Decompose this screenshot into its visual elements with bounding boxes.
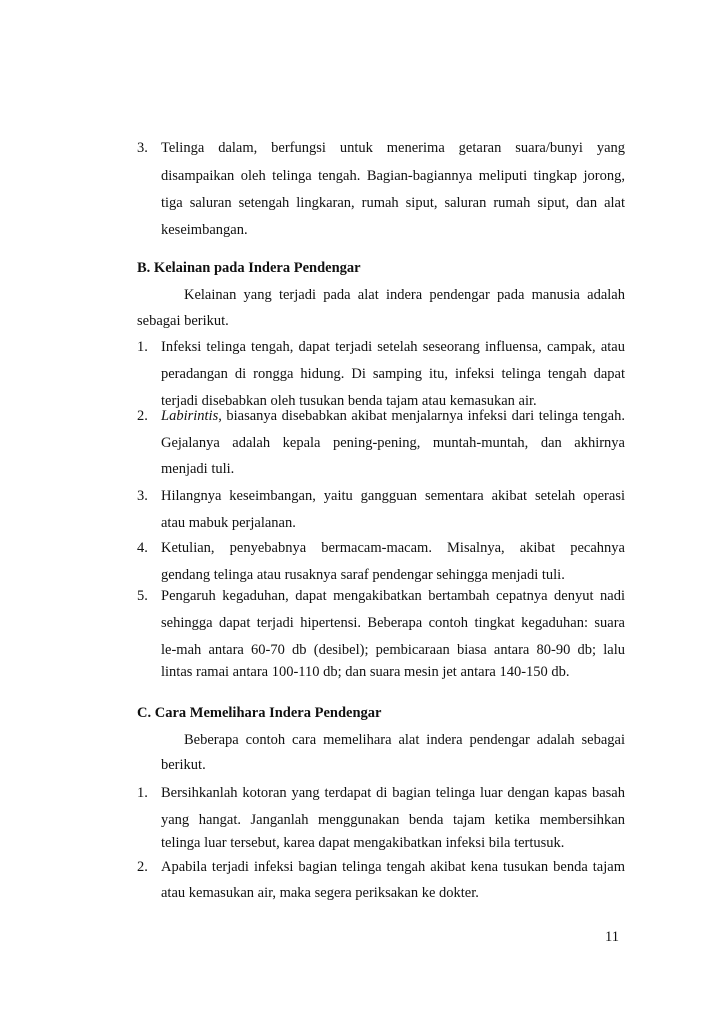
list-item-line: peradangan di rongga hidung. Di samping itu, infeksi telinga tengah dapat: [161, 366, 625, 382]
paragraph-line: Telinga dalam, berfungsi untuk menerima getaran suara/bunyi yang: [161, 140, 625, 156]
list-item-line: yang hangat. Janganlah menggunakan benda tajam ketika membersihkan: [161, 812, 625, 828]
list-item-line: Hilangnya keseimbangan, yaitu gangguan sementara akibat setelah operasi: [161, 488, 625, 504]
list-item-line: le-mah antara 60-70 db (desibel); pembicaraan biasa antara 80-90 db; lalu: [161, 642, 625, 658]
list-number: 2.: [137, 859, 148, 875]
list-number: 4.: [137, 540, 148, 556]
list-item-line: [161, 406, 625, 426]
paragraph-line: disampaikan oleh telinga tengah. Bagian-bagiannya meliputi tingkap jorong,: [161, 168, 625, 184]
page-number: 11: [605, 929, 619, 945]
list-item-line: Infeksi telinga tengah, dapat terjadi setelah seseorang influensa, campak, atau: [161, 339, 625, 355]
intro-line: berikut.: [161, 757, 206, 773]
list-item-line: Gejalanya adalah kepala pening-pening, muntah-muntah, dan akhirnya: [161, 435, 625, 451]
list-number: 1.: [137, 339, 148, 355]
list-number: 1.: [137, 785, 148, 801]
section-heading: B. Kelainan pada Indera Pendengar: [137, 260, 361, 276]
list-item-line: atau mabuk perjalanan.: [161, 515, 296, 531]
list-item-line: menjadi tuli.: [161, 461, 235, 477]
list-item-line: sehingga dapat terjadi hipertensi. Beberapa contoh tingkat kegaduhan: suara: [161, 615, 625, 631]
list-number: 3.: [137, 488, 148, 504]
intro-line: sebagai berikut.: [137, 313, 229, 329]
intro-line: Kelainan yang terjadi pada alat indera pendengar pada manusia adalah: [184, 287, 625, 303]
intro-line: Beberapa contoh cara memelihara alat indera pendengar adalah sebagai: [184, 732, 625, 748]
list-item-line: Pengaruh kegaduhan, dapat mengakibatkan bertambah cepatnya denyut nadi: [161, 588, 625, 604]
list-item-line: atau kemasukan air, maka segera periksakan ke dokter.: [161, 885, 479, 901]
list-number: 2.: [137, 408, 148, 424]
list-number: 3.: [137, 140, 148, 156]
list-item-line: gendang telinga atau rusaknya saraf pendengar sehingga menjadi tuli.: [161, 567, 565, 583]
paragraph-line: tiga saluran setengah lingkaran, rumah siput, saluran rumah siput, dan alat: [161, 195, 625, 211]
list-item-line: lintas ramai antara 100-110 db; dan suara mesin jet antara 140-150 db.: [161, 664, 570, 680]
italic-term: Labirintis: [161, 408, 219, 424]
list-item-line: telinga luar tersebut, karea dapat mengakibatkan infeksi bila tertusuk.: [161, 835, 565, 851]
list-item-line: Apabila terjadi infeksi bagian telinga tengah akibat kena tusukan benda tajam: [161, 859, 625, 875]
paragraph-line: keseimbangan.: [161, 222, 248, 238]
section-heading: C. Cara Memelihara Indera Pendengar: [137, 705, 382, 721]
line-text: , biasanya disebabkan akibat menjalarnya infeksi dari telinga tengah.: [218, 408, 625, 424]
list-item-line: Bersihkanlah kotoran yang terdapat di bagian telinga luar dengan kapas basah: [161, 785, 625, 801]
list-number: 5.: [137, 588, 148, 604]
list-item-line: terjadi disebabkan oleh tusukan benda tajam atau kemasukan air.: [161, 393, 537, 409]
list-item-line: Ketulian, penyebabnya bermacam-macam. Misalnya, akibat pecahnya: [161, 540, 625, 556]
